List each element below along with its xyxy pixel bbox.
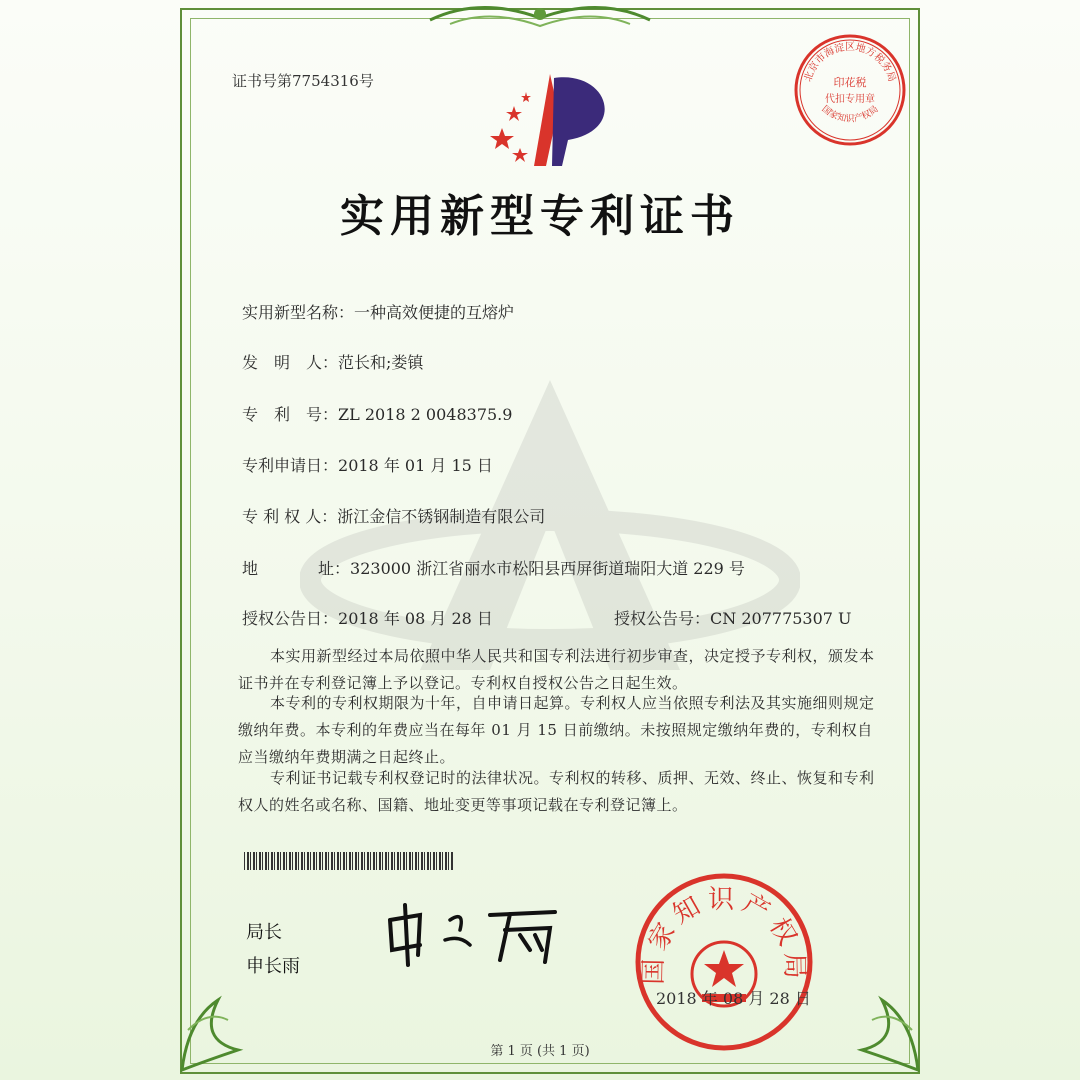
director-name: 申长雨	[246, 956, 300, 977]
seal-date: 2018 年 08 月 28 日	[656, 989, 811, 1008]
page-footer: 第 1 页 (共 1 页)	[490, 1044, 590, 1059]
director-title: 局长	[246, 922, 282, 943]
patentee-value: 浙江金信不锈钢制造有限公司	[337, 507, 546, 526]
patent-number-value: ZL 2018 2 0048375.9	[338, 405, 513, 424]
body-paragraph-3: 专利证书记载专利权登记时的法律状况。专利权的转移、质押、无效、终止、恢复和专利权人的姓名或名称、国籍、地址变更等事项记载在专利登记簿上。	[238, 769, 875, 814]
barcode	[244, 852, 454, 870]
tax-seal-center-1: 印花税	[833, 76, 867, 89]
patentee-row	[242, 504, 545, 527]
cert-number-label: 证书号第	[232, 72, 293, 90]
certificate-title: 实用新型专利证书	[340, 191, 740, 242]
tax-seal-ring-text: 北京市海淀区地方税务局	[802, 42, 898, 84]
grant-date-label: 授权公告日：	[242, 609, 339, 628]
patentee-label: 专 利 权 人：	[242, 507, 338, 526]
body-paragraph-1: 本实用新型经过本局依照中华人民共和国专利法进行初步审查，决定授予专利权，颁发本证书并在专利登记簿上予以登记。专利权自授权公告之日起生效。	[238, 647, 875, 692]
address-row	[242, 556, 745, 579]
top-ornament-icon	[420, 0, 660, 34]
svg-text:国家知识产权局	[819, 104, 880, 125]
inventor-row	[242, 350, 423, 373]
grant-number-label: 授权公告号：	[614, 609, 711, 628]
grant-date-value: 2018 年 08 月 28 日	[338, 609, 493, 628]
tax-seal-stamp-icon	[790, 30, 910, 150]
inventor-label: 发 明 人：	[242, 353, 339, 372]
utility-model-name-row	[242, 300, 514, 323]
grant-date-row	[242, 606, 493, 629]
patent-number-row	[242, 402, 512, 425]
cert-number-suffix: 号	[358, 72, 374, 90]
handwritten-signature-icon	[380, 900, 570, 970]
application-date-row	[242, 453, 493, 476]
cert-number-value: 7754316	[292, 72, 359, 90]
patent-number-label: 专 利 号：	[242, 405, 339, 424]
tax-seal-bottom-text: 国家知识产权局	[819, 104, 881, 125]
certificate-number	[232, 70, 374, 91]
body-paragraph-2: 本专利的专利权期限为十年，自申请日起算。专利权人应当依照专利法及其实施细则规定缴纳年费。本专利的年费应当在每年 01 月 15 日前缴纳。未按照规定缴纳年费的，专利权自应当缴纳年费期满之日起终止。	[238, 694, 875, 766]
patent-office-logo-icon	[488, 70, 618, 170]
tax-seal-center-2: 代扣专用章	[825, 94, 875, 105]
grant-number-value: CN 207775307 U	[710, 609, 852, 628]
seal-main-text: 国家知识产权局	[638, 885, 810, 985]
application-date-label: 专利申请日：	[242, 456, 339, 475]
address-label-a: 地	[242, 559, 259, 578]
grant-number-row	[614, 606, 852, 629]
inventor-value: 范长和;娄镇	[338, 353, 424, 372]
address-label-b: 址：	[318, 559, 351, 578]
application-date-value: 2018 年 01 月 15 日	[338, 456, 493, 475]
name-label: 实用新型名称：	[242, 303, 355, 322]
patent-office-seal-stamp-icon	[632, 870, 816, 1054]
address-value: 323000 浙江省丽水市松阳县西屏街道瑞阳大道 229 号	[350, 559, 745, 578]
name-value: 一种高效便捷的互熔炉	[354, 303, 515, 322]
